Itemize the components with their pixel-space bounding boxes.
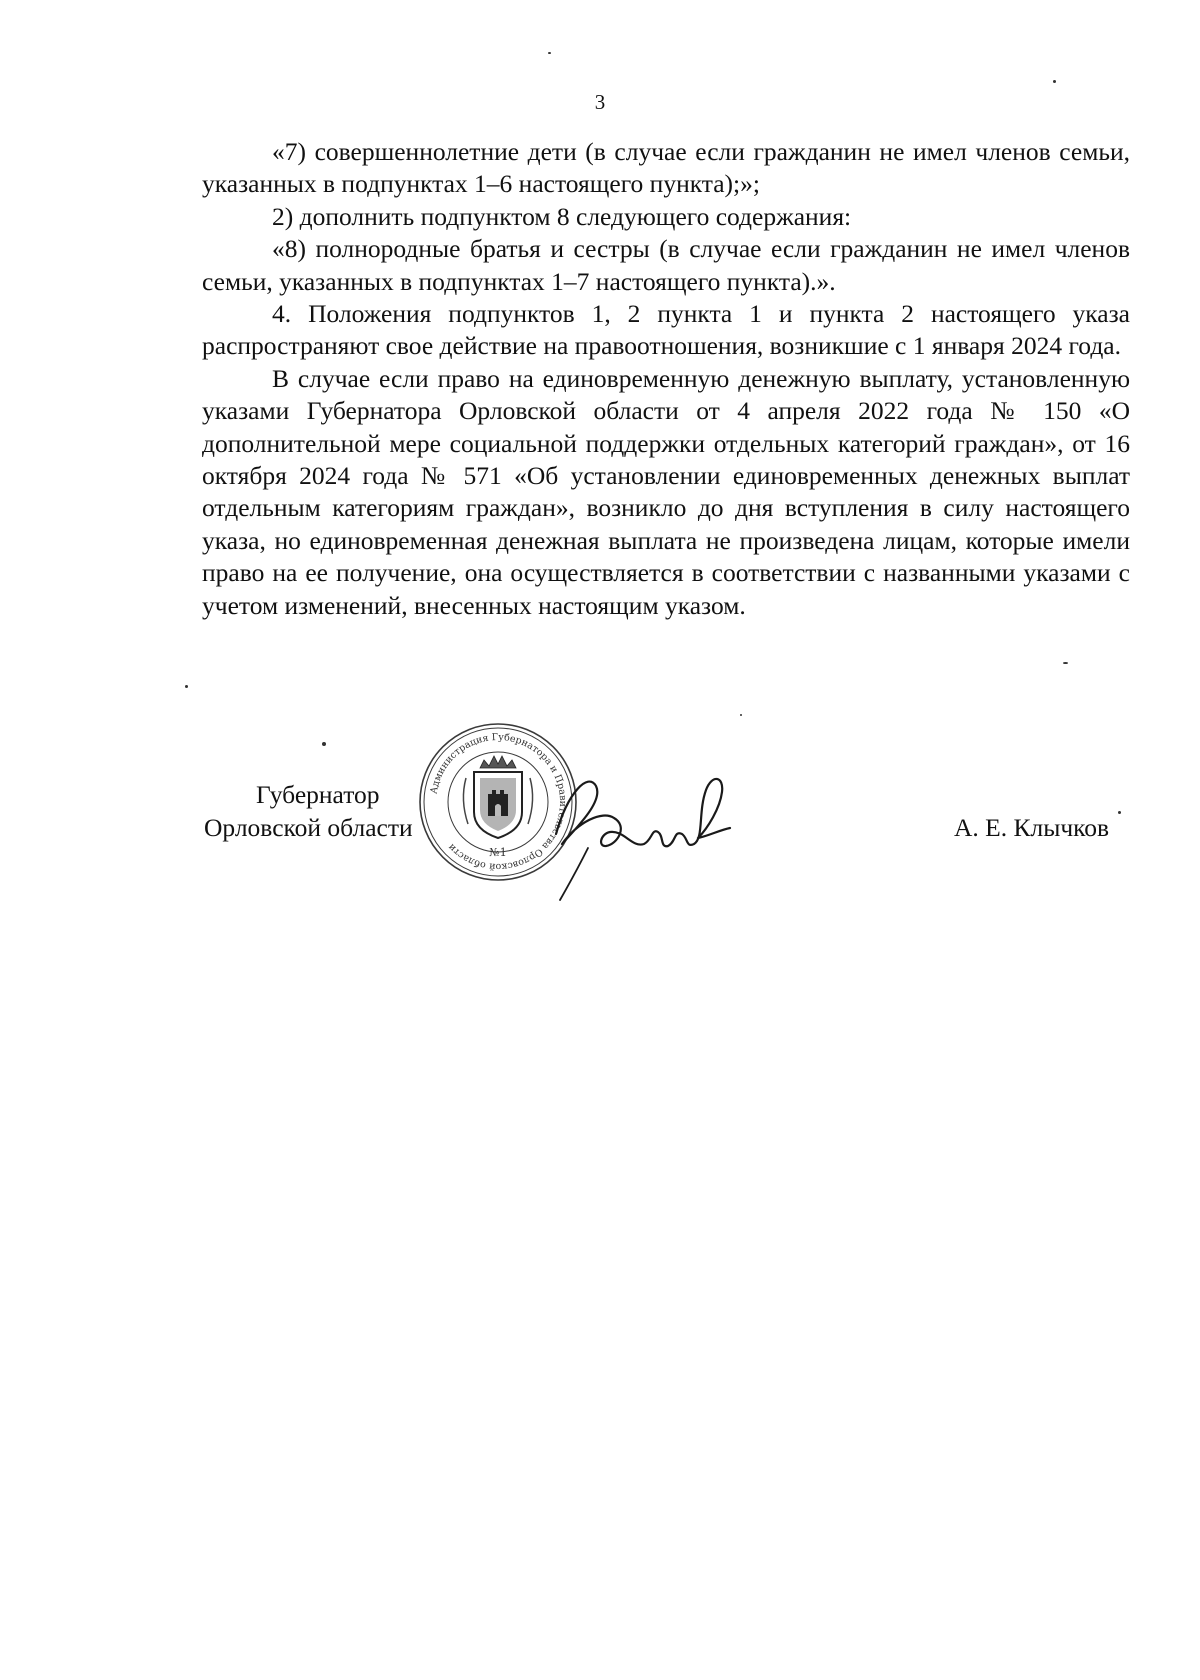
signatory-position <box>204 778 413 844</box>
scan-speck <box>185 685 188 688</box>
paragraph: 4. Положения подпунктов 1, 2 пункта 1 и пункта 2 настоящего указа распространяют свое действие на правоотношения, возникшие с 1 января 2024 года. <box>202 299 1130 361</box>
svg-text:Администрация Губернатора и Пр: Администрация Губернатора и Правительства Орловской области <box>428 731 569 873</box>
scan-speck <box>1063 662 1068 664</box>
scan-speck <box>740 714 742 716</box>
signer-name: А. Е. Клычков <box>954 813 1110 842</box>
handwritten-signature <box>548 752 738 902</box>
scan-speck <box>322 742 326 746</box>
document-body <box>202 136 1130 622</box>
page-number: 3 <box>594 90 606 114</box>
scan-speck <box>1118 811 1121 814</box>
svg-text:№1: №1 <box>489 846 507 859</box>
paragraph: «7) совершеннолетние дети (в случае если гражданин не имел членов семьи, указанных в подпунктах 1–6 настоящего пункта);»; <box>202 137 1130 199</box>
paragraph: В случае если право на единовременную денежную выплату, установленную указами Губернатора Орловской области от 4 апреля 2022 года № 150 «О дополнительной мере социальной поддержки отдельных категорий граждан», от 16 октября 2024 года № 571 «Об установлении единовременных денежных выплат отдельным категориям граждан», возникло до дня вступления в силу настоящего указа, но единовременная денежная выплата не произведена лицам, которые имели право на ее получение, она осуществляется в соответствии с названными указами с учетом изменений, внесенных настоящим указом. <box>202 363 1130 620</box>
scan-speck <box>548 52 551 54</box>
position-line-1: Губернатор <box>256 780 380 809</box>
paragraph: 2) дополнить подпунктом 8 следующего содержания: <box>272 201 852 231</box>
position-line-2: Орловской области <box>204 813 413 842</box>
scan-speck <box>1053 80 1056 83</box>
paragraph: «8) полнородные братья и сестры (в случае если гражданин не имел членов семьи, указанных в подпунктах 1–7 настоящего пункта).». <box>202 234 1130 296</box>
